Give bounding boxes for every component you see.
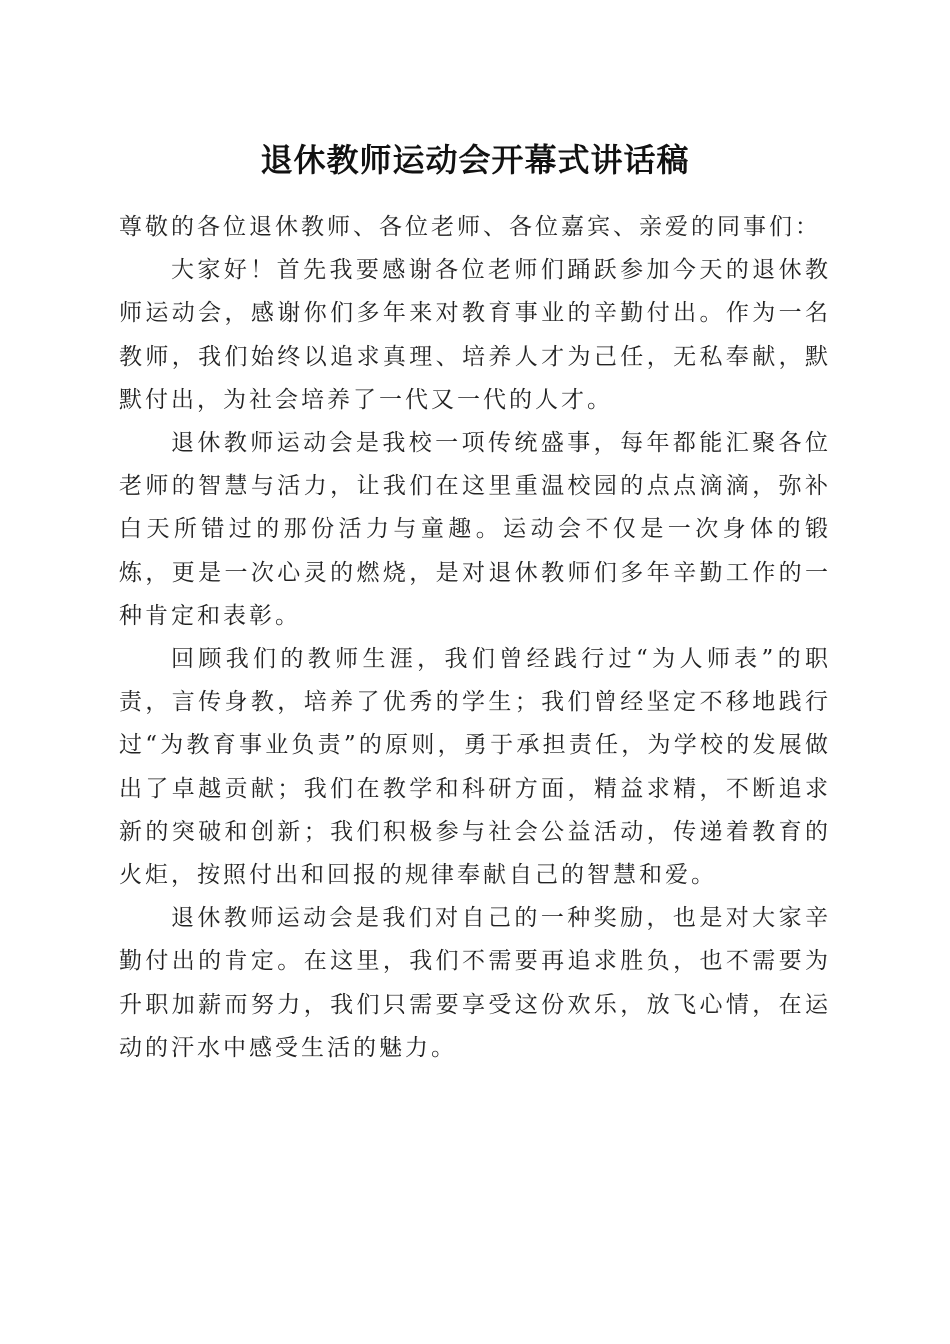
document-title: 退休教师运动会开幕式讲话稿 [260, 141, 690, 179]
paragraph-tradition: 退休教师运动会是我校一项传统盛事，每年都能汇聚各位老师的智慧与活力，让我们在这里重温校园的点点滴滴，弥补白天所错过的那份活力与童趣。运动会不仅是一次身体的锻炼，更是一次心灵的燃烧，是对退休教师们多年辛勤工作的一种肯定和表彰。 [119, 430, 831, 629]
paragraph-career-review: 回顾我们的教师生涯，我们曾经践行过“为人师表”的职责，言传身教，培养了优秀的学生；我们曾经坚定不移地践行过“为教育事业负责”的原则，勇于承担责任，为学校的发展做出了卓越贡献；我们在教学和科研方面，精益求精，不断追求新的突破和创新；我们积极参与社会公益活动，传递着教育的火炬，按照付出和回报的规律奉献自己的智慧和爱。 [119, 646, 831, 889]
paragraph-reward: 退休教师运动会是我们对自己的一种奖励，也是对大家辛勤付出的肯定。在这里，我们不需要再追求胜负，也不需要为升职加薪而努力，我们只需要享受这份欢乐，放飞心情，在运动的汗水中感受生活的魅力。 [119, 905, 831, 1061]
paragraph-greeting: 大家好！首先我要感谢各位老师们踊跃参加今天的退休教师运动会，感谢你们多年来对教育事业的辛勤付出。作为一名教师，我们始终以追求真理、培养人才为己任，无私奉献，默默付出，为社会培养了一代又一代的人才。 [119, 257, 831, 413]
document-body [119, 206, 831, 1070]
salutation-line: 尊敬的各位退休教师、各位老师、各位嘉宾、亲爱的同事们： [119, 214, 821, 240]
